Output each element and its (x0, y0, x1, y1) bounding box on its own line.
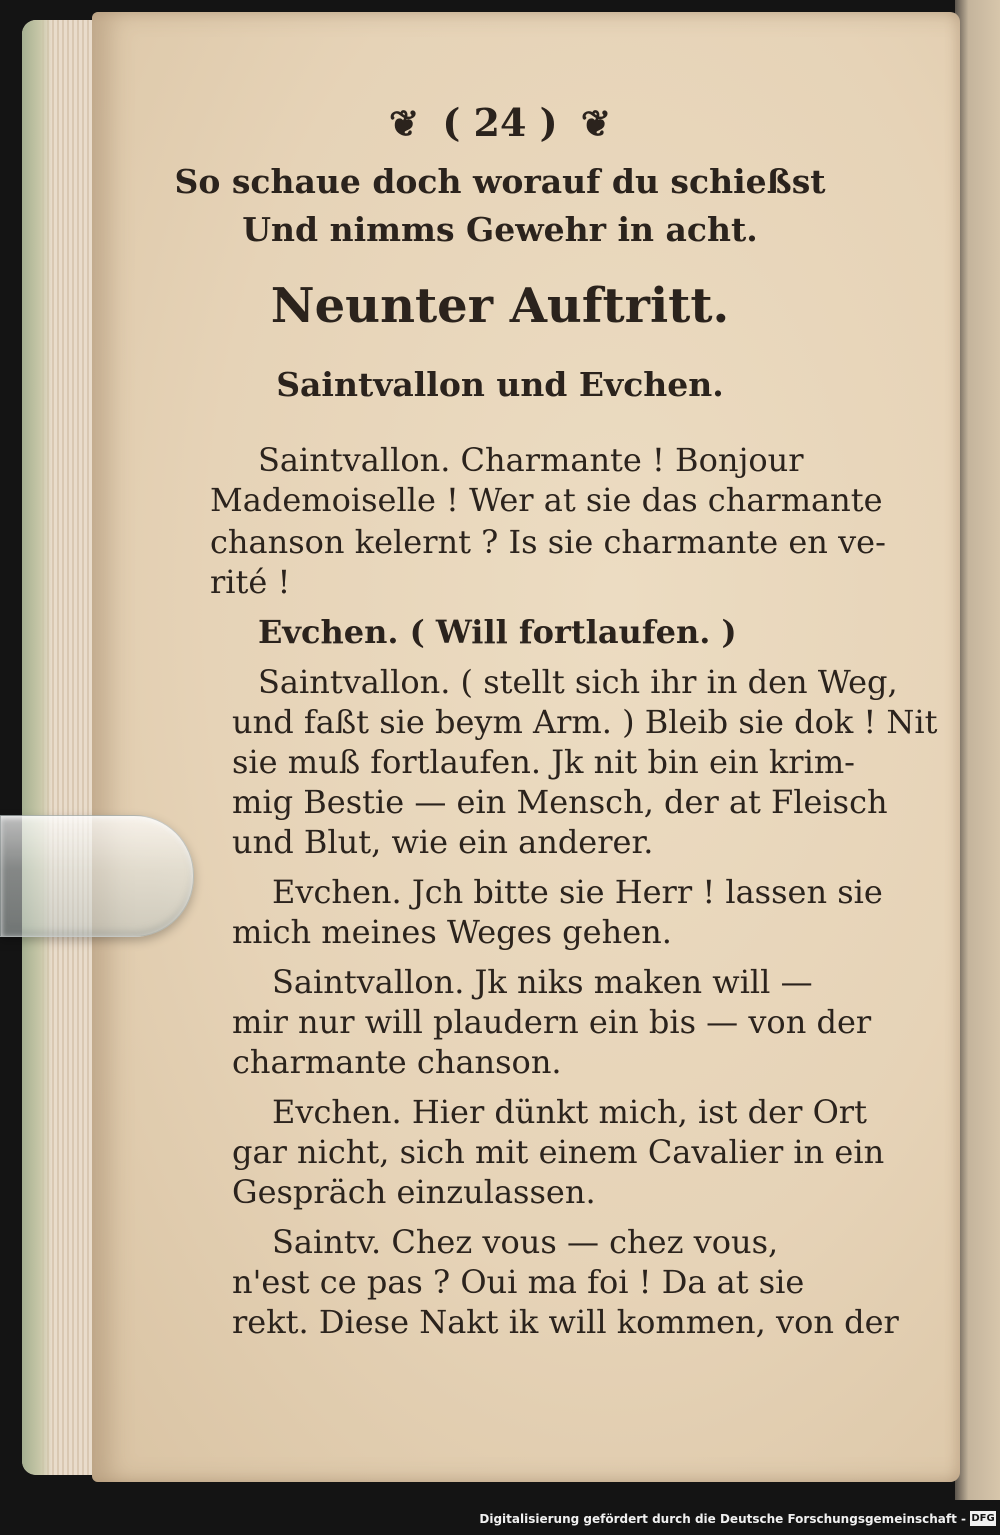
text-line: Evchen. Hier dünkt mich, ist der Ort (272, 1093, 867, 1131)
text-line: und faßt sie beym Arm. ) Bleib sie dok ! Nit (232, 703, 938, 741)
text-line: Saintvallon. Charmante ! Bonjour (258, 441, 804, 479)
text-line: mich meines Weges gehen. (232, 913, 672, 951)
text-line: rité ! (210, 563, 291, 601)
ornament-left-icon: ❦ (388, 103, 420, 145)
text-line: und Blut, wie ein anderer. (232, 823, 654, 861)
glass-page-weight (0, 815, 194, 937)
text-line: Mademoiselle ! Wer at sie das charmante (210, 481, 883, 519)
text-line: charmante chanson. (232, 1043, 562, 1081)
verse-line-2: Und nimms Gewehr in acht. (242, 210, 758, 249)
text-line: chanson kelernt ? Is sie charmante en ve- (210, 523, 886, 561)
scene-characters: Saintvallon und Evchen. (276, 365, 724, 404)
verse-line-1: So schaue doch worauf du schießst (174, 162, 826, 201)
text-line: Gespräch einzulassen. (232, 1173, 596, 1211)
page-number: ( 24 ) (442, 100, 558, 145)
scene-title: Neunter Auftritt. (270, 278, 730, 334)
text-line: n'est ce pas ? Oui ma foi ! Da at sie (232, 1263, 805, 1301)
text-line: rekt. Diese Nakt ik will kommen, von der (232, 1303, 899, 1341)
text-line: Evchen. ( Will fortlaufen. ) (258, 613, 737, 651)
text-line: Saintvallon. Jk niks maken will — (272, 963, 813, 1001)
text-line: sie muß fortlaufen. Jk nit bin ein krim- (232, 743, 855, 781)
text-line: Saintv. Chez vous — chez vous, (272, 1223, 779, 1261)
dfg-logo: DFG (971, 1513, 995, 1524)
page-header (0, 100, 1000, 145)
text-line: Evchen. Jch bitte sie Herr ! lassen sie (272, 873, 883, 911)
funding-credit: Digitalisierung gefördert durch die Deutsche Forschungsgemeinschaft - (479, 1512, 966, 1526)
text-line: Saintvallon. ( stellt sich ihr in den Weg, (258, 663, 898, 701)
text-line: mig Bestie — ein Mensch, der at Fleisch (232, 783, 888, 821)
text-line: mir nur will plaudern ein bis — von der (232, 1003, 872, 1041)
ornament-right-icon: ❦ (580, 103, 612, 145)
text-line: gar nicht, sich mit einem Cavalier in ein (232, 1133, 885, 1171)
